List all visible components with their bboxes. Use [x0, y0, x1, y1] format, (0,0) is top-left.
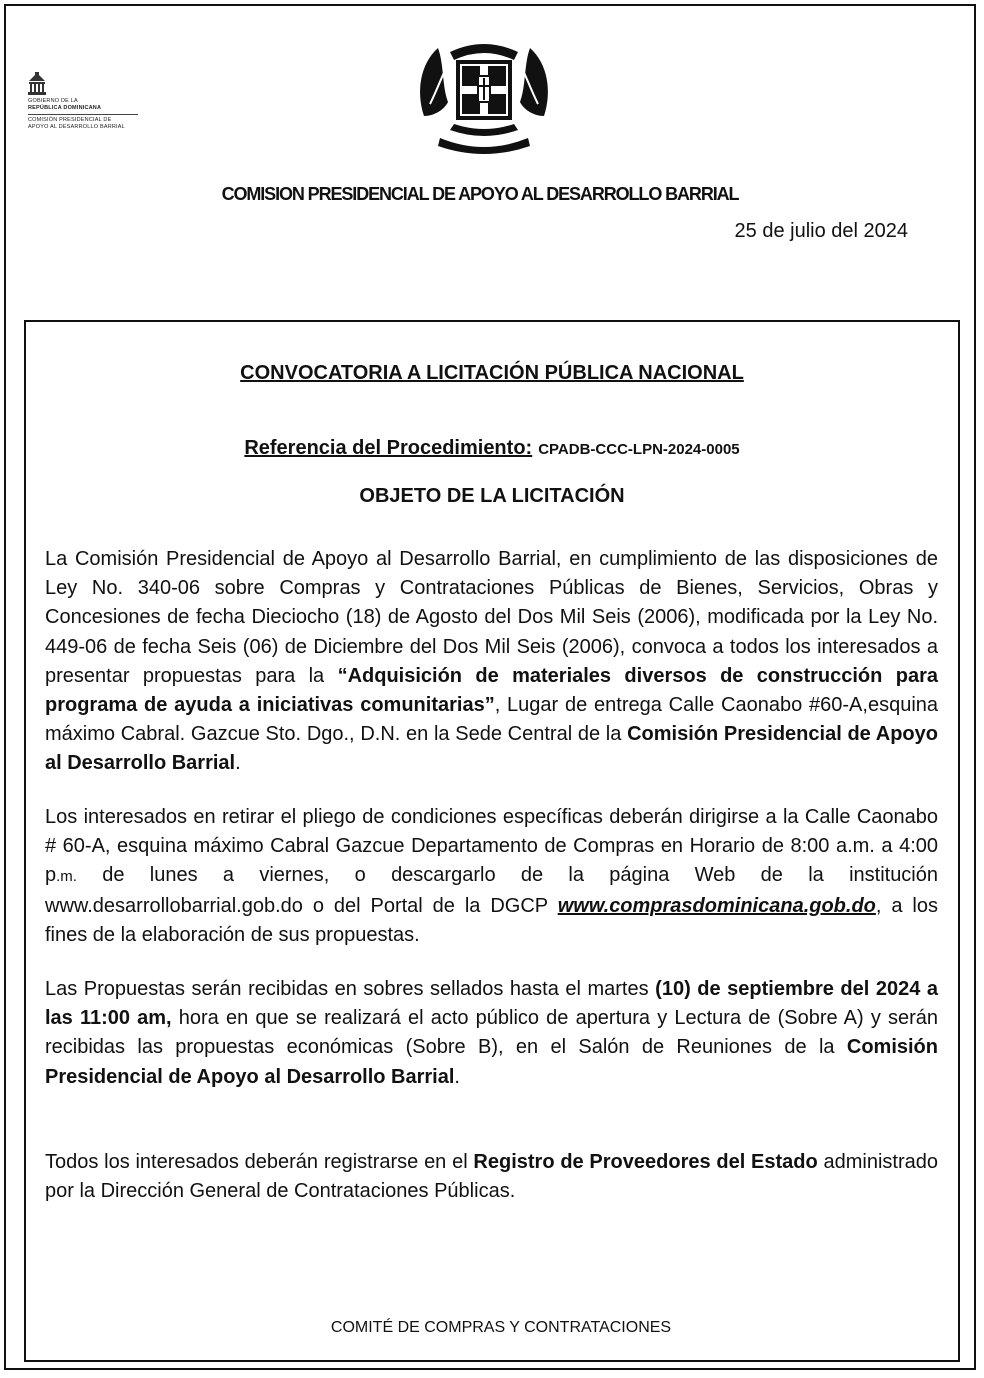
paragraph-text: administrado por la Dirección General de Contrataciones Públicas.: [45, 1151, 938, 1203]
logo-line: APOYO AL DESARROLLO BARRIAL: [28, 124, 125, 130]
entity-name: Comisión Presidencial de Apoyo al Desarrollo Barrial: [45, 1036, 938, 1088]
deadline-date: (10) de septiembre del 2024 a las 11:00 am,: [45, 978, 938, 1030]
tender-object-name: “Adquisición de materiales diversos de construcción para programa de ayuda a iniciativas comunitarias”: [45, 664, 938, 717]
pm-suffix: .m.: [56, 868, 77, 886]
logo-line: GOBIERNO DE LA: [28, 98, 78, 104]
logo-line: REPÚBLICA DOMINICANA: [28, 105, 102, 111]
paragraph-text: Todos los interesados deberán registrarse en el: [45, 1151, 474, 1173]
government-logo: [26, 72, 156, 142]
logo-line: COMISIÓN PRESIDENCIAL DE: [28, 117, 112, 123]
paragraph-text: , a los fines de la elaboración de sus propuestas.: [45, 894, 938, 946]
logo-divider: [28, 114, 138, 115]
paragraph-text: .: [235, 752, 241, 775]
paragraph-text: , Lugar de entrega Calle Caonabo #60-A,esquina máximo Cabral. Gazcue Sto. Dgo., D.N. en la Sede Central de la: [45, 694, 939, 746]
paragraph-text: de lunes a viernes, o descargarlo de la página Web de la institución www.desarrollobarrial.gob.do o del Portal de la DGCP: [45, 864, 938, 917]
building-icon: [26, 72, 48, 96]
reference-code: CPADB-CCC-LPN-2024-0005: [538, 441, 740, 458]
portal-link[interactable]: www.comprasdominicana.gob.do: [557, 894, 876, 917]
paragraph-text: Los interesados en retirar el pliego de condiciones específicas deberán dirigirse a la Calle Caonabo # 60-A, esquina máximo Cabral Gazcue Departamento de Compras en Horario de 8:00 a.m. a 4:00 p: [45, 806, 938, 887]
agency-title: COMISION PRESIDENCIAL DE APOYO AL DESARROLLO BARRIAL: [221, 184, 739, 204]
coat-of-arms-icon: [414, 34, 554, 160]
paragraph-text: La Comisión Presidencial de Apoyo al Desarrollo Barrial, en cumplimiento de las disposiciones de Ley No. 340-06 sobre Compras y Contrataciones Públicas de Bienes, Servicios, Obras y Concesiones de fecha Dieciocho (18) de Agosto del Dos Mil Seis (2006), modificada por la Ley No. 449-06 de fecha Seis (06) de Diciembre del Dos Mil Seis (2006), convoca a todos los interesados a presentar propuestas para la: [45, 548, 938, 687]
paragraph-text: .: [454, 1065, 460, 1088]
paragraph-text: Las Propuestas serán recibidas en sobres sellados hasta el martes: [45, 978, 656, 1000]
committee-signature: COMITÉ DE COMPRAS Y CONTRATACIONES: [330, 1319, 672, 1336]
paragraph-deadline: [45, 975, 938, 1092]
paragraph-registration: [45, 1148, 938, 1206]
reference-label: Referencia del Procedimiento:: [244, 437, 533, 459]
document-title: CONVOCATORIA A LICITACIÓN PÚBLICA NACIONAL: [240, 362, 744, 384]
reference-line: [0, 437, 984, 460]
paragraph-text: hora en que se realizará el acto público de apertura y Lectura de (Sobre A) y serán recibidas las propuestas económicas (Sobre B), en el Salón de Reuniones de la: [45, 1007, 939, 1059]
issue-date: 25 de julio del 2024: [734, 220, 908, 242]
entity-name: Comisión Presidencial de Apoyo al Desarrollo Barrial: [45, 723, 938, 775]
paragraph-conditions: [45, 803, 938, 950]
supplier-registry: Registro de Proveedores del Estado: [473, 1151, 818, 1173]
paragraph-intro: [45, 545, 938, 779]
object-title: OBJETO DE LA LICITACIÓN: [359, 485, 625, 507]
